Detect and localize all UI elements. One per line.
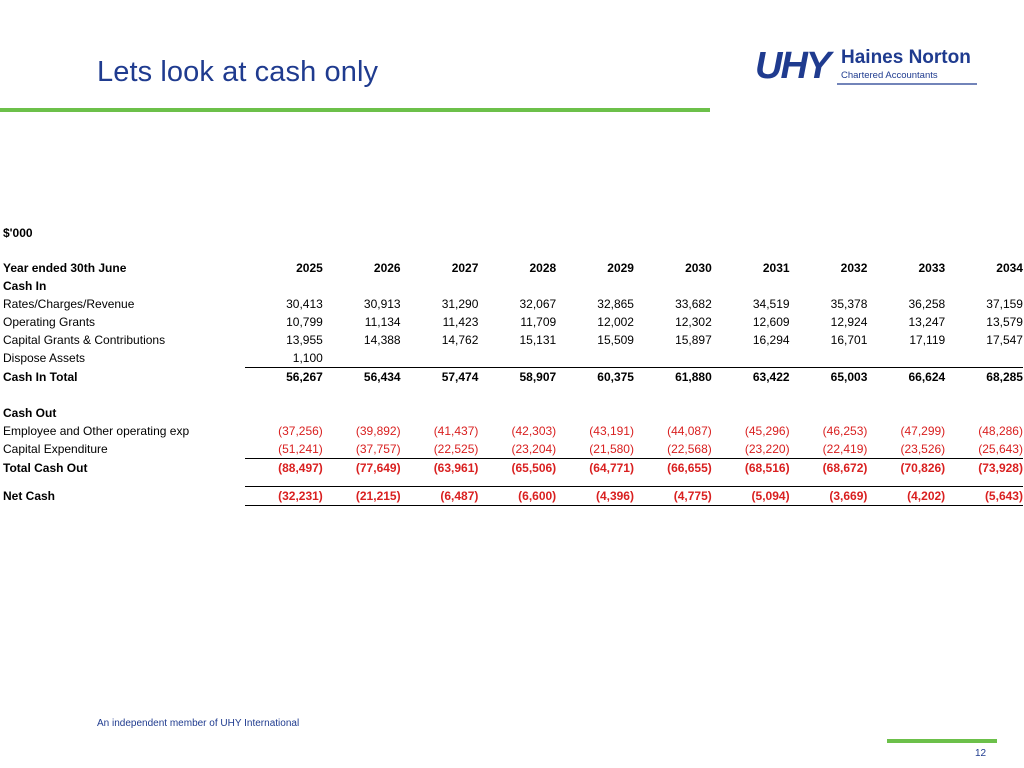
value-cell: (4,775) (634, 487, 712, 506)
title-underline (0, 108, 710, 112)
value-cell: (68,516) (712, 459, 790, 478)
value-cell: 16,294 (752, 333, 790, 347)
value-cell: 11,134 (364, 315, 401, 329)
value-cell: 65,003 (790, 368, 868, 387)
section-heading-cash-in (0, 277, 1023, 295)
year-header: 2029 (607, 261, 634, 275)
value-cell: 61,880 (634, 368, 712, 387)
slide-title: Lets look at cash only (97, 56, 379, 88)
spacer-cell (478, 404, 556, 422)
value-cell: 11,709 (520, 315, 557, 329)
value-cell: 13,247 (908, 315, 946, 329)
value-cell: (22,525) (433, 442, 479, 456)
value-cell: 60,375 (556, 368, 634, 387)
value-cell: 58,907 (478, 368, 556, 387)
section-heading: Cash In (3, 279, 47, 293)
spacer-cell (634, 386, 712, 404)
row-label: Total Cash Out (3, 460, 88, 475)
value-cell: (44,087) (667, 424, 712, 438)
year-header: 2025 (296, 261, 323, 275)
cash-in-total-row (0, 368, 1023, 387)
value-cell: 12,609 (752, 315, 790, 329)
spacer-cell (245, 277, 323, 295)
value-cell: (23,204) (511, 442, 557, 456)
value-cell: 31,290 (441, 297, 479, 311)
value-cell: 17,119 (909, 333, 946, 347)
value-cell: 1,100 (292, 351, 323, 365)
value-cell: 56,434 (323, 368, 401, 387)
spacer-cell (867, 404, 945, 422)
footer-bar (887, 739, 997, 743)
spacer-cell (0, 386, 245, 404)
value-cell: 32,067 (519, 297, 557, 311)
value-cell: 32,865 (597, 297, 634, 311)
spacer-cell (556, 386, 634, 404)
value-cell: 17,547 (986, 333, 1023, 347)
value-cell: (41,437) (433, 424, 479, 438)
value-cell: 16,701 (830, 333, 868, 347)
net-cash-row (0, 487, 1023, 506)
cash-out-total-row (0, 459, 1023, 478)
row-label: Net Cash (3, 489, 56, 503)
table-row (0, 349, 1023, 368)
spacer-cell (945, 277, 1023, 295)
value-cell (945, 349, 1023, 368)
spacer-cell (867, 386, 945, 404)
value-cell: (23,220) (744, 442, 790, 456)
value-cell (556, 349, 634, 368)
year-header-label: Year ended 30th June (3, 261, 127, 275)
value-cell: (21,580) (589, 442, 634, 456)
value-cell: (4,396) (556, 487, 634, 506)
spacer-cell (245, 477, 323, 487)
spacer-row (0, 477, 1023, 487)
spacer-cell (323, 477, 401, 487)
spacer-cell (790, 277, 868, 295)
value-cell: 30,913 (363, 297, 401, 311)
value-cell: (63,961) (401, 459, 479, 478)
table-row (0, 331, 1023, 349)
value-cell: 33,682 (675, 297, 712, 311)
value-cell: (5,094) (712, 487, 790, 506)
value-cell: (42,303) (511, 424, 557, 438)
spacer-cell (945, 386, 1023, 404)
spacer-cell (323, 404, 401, 422)
spacer-cell (867, 477, 945, 487)
header-row (0, 259, 1023, 277)
value-cell: (22,419) (822, 442, 868, 456)
spacer-cell (945, 477, 1023, 487)
page-number: 12 (975, 748, 987, 759)
logo-name: Haines Norton (841, 47, 971, 68)
value-cell: (70,826) (867, 459, 945, 478)
row-label: Rates/Charges/Revenue (3, 297, 135, 311)
value-cell: (43,191) (589, 424, 634, 438)
table-row (0, 295, 1023, 313)
value-cell (634, 349, 712, 368)
year-header: 2033 (918, 261, 946, 275)
value-cell: (22,568) (667, 442, 712, 456)
spacer-cell (790, 386, 868, 404)
cash-table (0, 259, 1023, 506)
row-label: Employee and Other operating exp (3, 424, 190, 438)
value-cell (867, 349, 945, 368)
value-cell: 37,159 (986, 297, 1023, 311)
row-label: Cash In Total (3, 369, 78, 384)
uhy-haines-norton-logo (755, 42, 980, 96)
value-cell: (45,296) (744, 424, 790, 438)
value-cell: 14,762 (441, 333, 479, 347)
value-cell: (68,672) (790, 459, 868, 478)
spacer-cell (478, 277, 556, 295)
value-cell: (64,771) (556, 459, 634, 478)
spacer-cell (945, 404, 1023, 422)
value-cell: (77,649) (323, 459, 401, 478)
value-cell: (39,892) (355, 424, 401, 438)
year-header: 2027 (451, 261, 479, 275)
value-cell: 14,388 (363, 333, 401, 347)
value-cell: 10,799 (286, 315, 323, 329)
value-cell: 15,509 (597, 333, 634, 347)
value-cell: 63,422 (712, 368, 790, 387)
value-cell: (4,202) (867, 487, 945, 506)
spacer-cell (401, 386, 479, 404)
spacer-cell (245, 386, 323, 404)
value-cell: (51,241) (278, 442, 323, 456)
spacer-cell (478, 386, 556, 404)
value-cell: (88,497) (245, 459, 323, 478)
value-cell: 68,285 (945, 368, 1023, 387)
value-cell: 57,474 (401, 368, 479, 387)
value-cell: 36,258 (908, 297, 946, 311)
value-cell (790, 349, 868, 368)
table-row (0, 313, 1023, 331)
value-cell: 13,955 (286, 333, 323, 347)
spacer-cell (790, 477, 868, 487)
logo-tagline: Chartered Accountants (841, 70, 938, 81)
spacer-cell (401, 277, 479, 295)
row-label: Capital Grants & Contributions (3, 333, 166, 347)
spacer-cell (634, 477, 712, 487)
spacer-cell (323, 277, 401, 295)
value-cell: 12,924 (830, 315, 868, 329)
value-cell: (6,487) (401, 487, 479, 506)
units-label: $'000 (3, 226, 33, 240)
value-cell (478, 349, 556, 368)
table-row (0, 422, 1023, 440)
section-heading: Cash Out (3, 406, 57, 420)
table-row (0, 440, 1023, 459)
value-cell (323, 349, 401, 368)
year-header: 2031 (762, 261, 790, 275)
value-cell: 15,131 (519, 333, 557, 347)
value-cell: (73,928) (945, 459, 1023, 478)
value-cell: (37,757) (355, 442, 401, 456)
spacer-cell (245, 404, 323, 422)
value-cell: 13,579 (986, 315, 1023, 329)
section-heading-cash-out (0, 404, 1023, 422)
value-cell: (47,299) (900, 424, 946, 438)
spacer-cell (478, 477, 556, 487)
value-cell: 11,423 (442, 315, 479, 329)
spacer-cell (0, 477, 245, 487)
value-cell: 30,413 (286, 297, 323, 311)
value-cell (401, 349, 479, 368)
spacer-cell (712, 477, 790, 487)
year-header: 2030 (685, 261, 712, 275)
year-header: 2028 (529, 261, 557, 275)
value-cell: (66,655) (634, 459, 712, 478)
value-cell: (46,253) (822, 424, 868, 438)
spacer-cell (712, 386, 790, 404)
value-cell: (5,643) (945, 487, 1023, 506)
value-cell: (32,231) (245, 487, 323, 506)
spacer-cell (556, 277, 634, 295)
value-cell: 66,624 (867, 368, 945, 387)
value-cell: (6,600) (478, 487, 556, 506)
value-cell: (48,286) (978, 424, 1023, 438)
footer-text: An independent member of UHY International (97, 718, 300, 729)
row-label: Dispose Assets (3, 351, 86, 366)
spacer-cell (867, 277, 945, 295)
value-cell: 56,267 (245, 368, 323, 387)
value-cell: 35,378 (830, 297, 868, 311)
value-cell: 15,897 (675, 333, 712, 347)
value-cell: 12,302 (675, 315, 712, 329)
row-label: Capital Expenditure (3, 442, 108, 457)
spacer-row (0, 386, 1023, 404)
value-cell: (23,526) (900, 442, 946, 456)
spacer-cell (712, 404, 790, 422)
row-label: Operating Grants (3, 315, 96, 329)
spacer-cell (556, 477, 634, 487)
value-cell: (25,643) (978, 442, 1023, 456)
value-cell: (65,506) (478, 459, 556, 478)
value-cell: (37,256) (278, 424, 323, 438)
value-cell: (3,669) (790, 487, 868, 506)
spacer-cell (401, 477, 479, 487)
value-cell (712, 349, 790, 368)
spacer-cell (712, 277, 790, 295)
logo-mark: UHY (755, 45, 830, 87)
value-cell: 12,002 (597, 315, 634, 329)
year-header: 2032 (840, 261, 868, 275)
value-cell: (21,215) (323, 487, 401, 506)
spacer-cell (634, 277, 712, 295)
year-header: 2034 (996, 261, 1023, 275)
value-cell: 34,519 (752, 297, 790, 311)
year-header: 2026 (373, 261, 401, 275)
spacer-cell (634, 404, 712, 422)
spacer-cell (790, 404, 868, 422)
spacer-cell (556, 404, 634, 422)
spacer-cell (401, 404, 479, 422)
spacer-cell (323, 386, 401, 404)
